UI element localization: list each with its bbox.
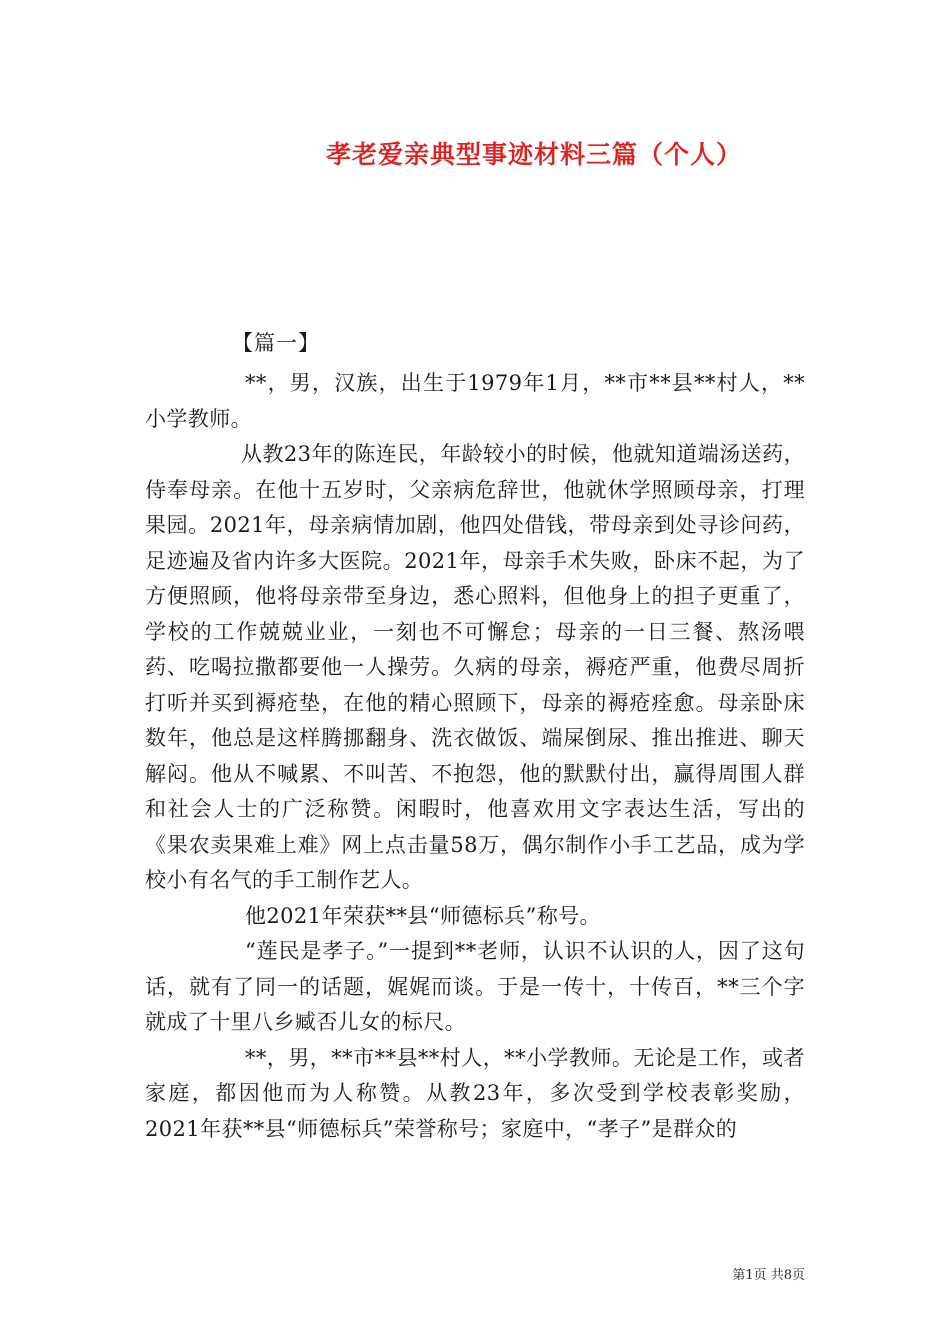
paragraph-2: 从教23年的陈连民，年龄较小的时候，他就知道端汤送药，侍奉母亲。在他十五岁时，父亲病危辞世，他就休学照顾母亲，打理果园。2021年，母亲病情加剧，他四处借钱，带母亲到处寻诊问药，足迹遍及省内许多大医院。2021年，母亲手术失败，卧床不起，为了方便照顾，他将母亲带至身边，悉心照料，但他身上的担子更重了，学校的工作兢兢业业，一刻也不可懈怠；母亲的一日三餐、熬汤喂药、吃喝拉撒都要他一人操劳。久病的母亲，褥疮严重，他费尽周折打听并买到褥疮垫，在他的精心照顾下，母亲的褥疮痊愈。母亲卧床数年，他总是这样腾挪翻身、洗衣做饭、端屎倒尿、推出推进、聊天解闷。他从不喊累、不叫苦、不抱怨，他的默默付出，赢得周围人群和社会人士的广泛称赞。闲暇时，他喜欢用文字表达生活，写出的《果农卖果难上难》网上点击量58万，偶尔制作小手工艺品，成为学校小有名气的手工制作艺人。 — [145, 442, 805, 892]
paragraph-4: “莲民是孝子。”一提到**老师，认识不认识的人，因了这句话，就有了同一的话题，娓娓而谈。于是一传十，十传百，**三个字就成了十里八乡臧否儿女的标尺。 — [145, 939, 805, 1034]
section-heading: 【篇一】 — [232, 331, 320, 355]
page-number: 第1页 共8页 — [732, 1268, 805, 1283]
paragraph-1: **，男，汉族，出生于1979年1月，**市**县**村人，**小学教师。 — [145, 371, 805, 431]
document-title: 孝老爱亲典型事迹材料三篇（个人） — [325, 140, 742, 169]
paragraph-5: **，男，**市**县**村人，**小学教师。无论是工作，或者家庭，都因他而为人称赞。从教23年，多次受到学校表彰奖励，2021年获**县“师德标兵”荣誉称号；家庭中，“孝子”是群众的 — [145, 1045, 805, 1141]
paragraph-3: 他2021年荣获**县“师德标兵”称号。 — [245, 903, 601, 928]
document-body — [145, 366, 805, 1147]
